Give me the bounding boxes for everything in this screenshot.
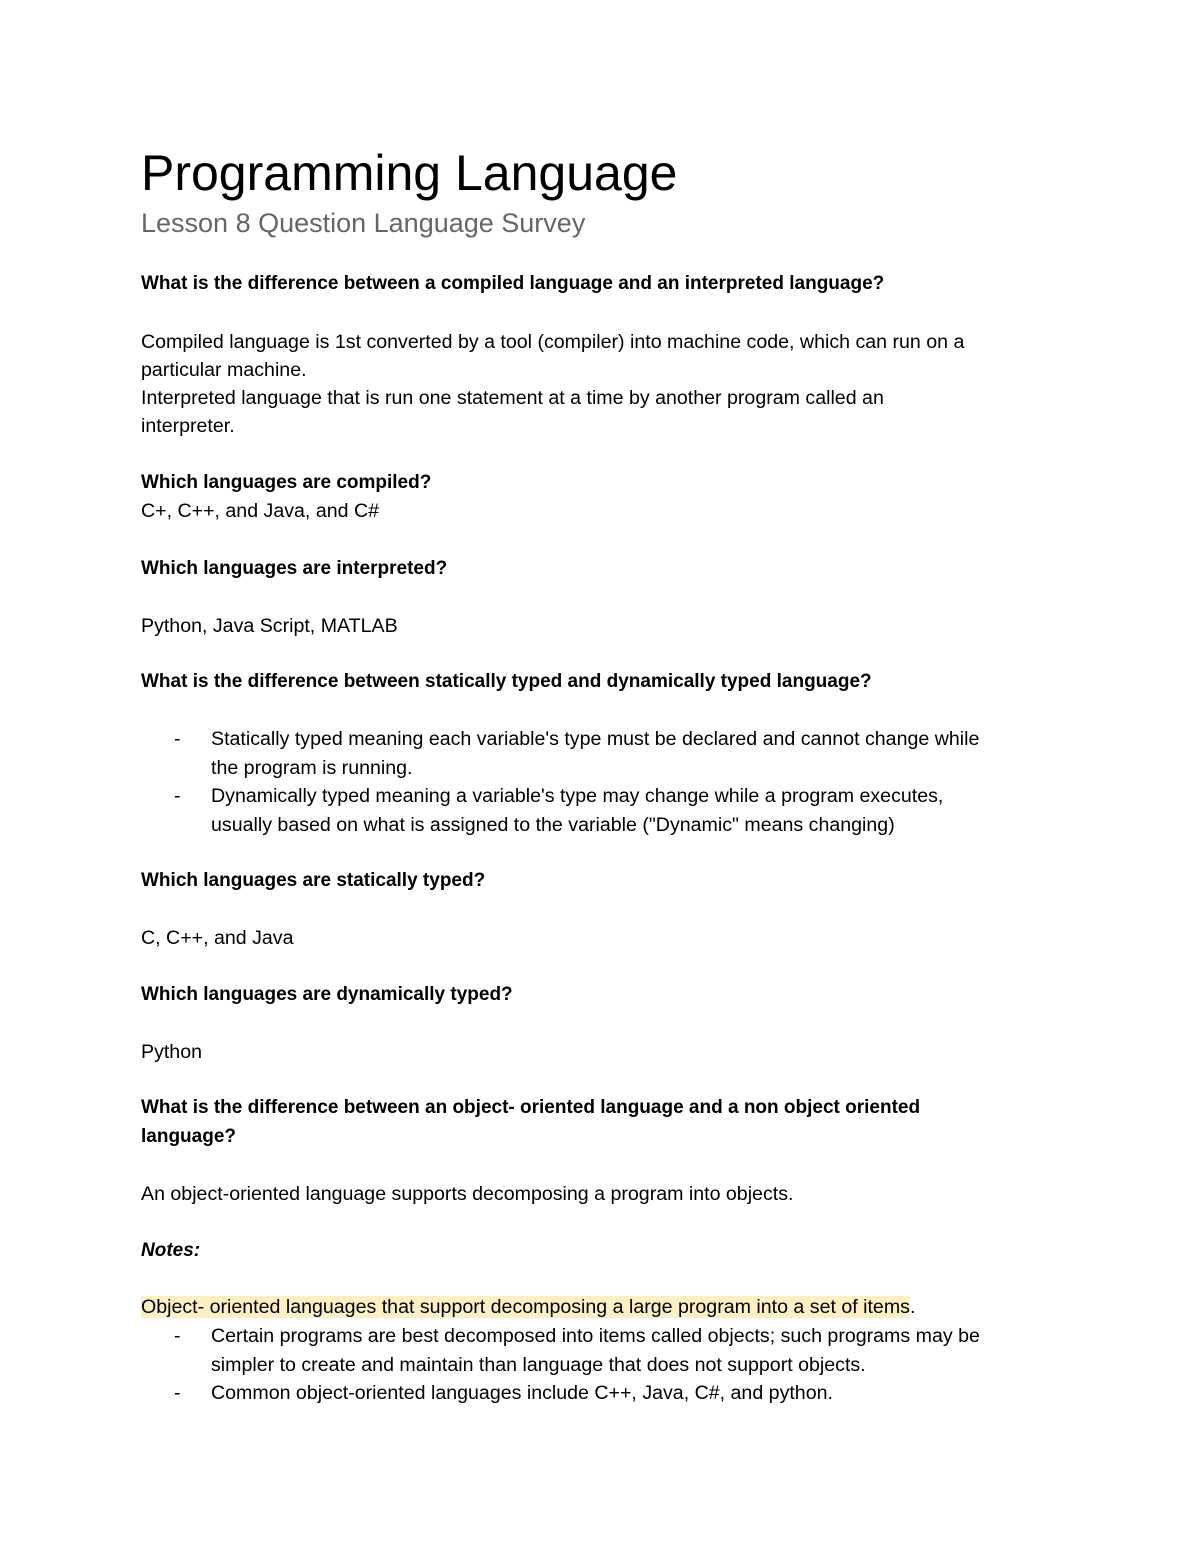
bullet-line: the program is running. — [211, 757, 413, 779]
bullet-line: usually based on what is assigned to the variable ("Dynamic" means changing) — [211, 814, 895, 836]
highlighted-text: Object- oriented languages that support decomposing a large program into a set of items — [141, 1296, 910, 1318]
bullet-line: Statically typed meaning each variable's type must be declared and cannot change while — [211, 728, 980, 750]
answer-line: interpreter. — [141, 415, 235, 437]
question-interpreted-languages: Which languages are interpreted? — [141, 558, 448, 579]
bullet-dash: - — [174, 1325, 181, 1347]
bullet-dash: - — [174, 785, 181, 807]
question-object-oriented-cont: language? — [141, 1126, 237, 1147]
bullet-line: Common object-oriented languages include C++, Java, C#, and python. — [211, 1382, 833, 1404]
question-compiled-languages: Which languages are compiled? — [141, 472, 432, 493]
answer-line: particular machine. — [141, 359, 307, 381]
period: . — [909, 1296, 916, 1318]
answer-line: Interpreted language that is run one statement at a time by another program called an — [141, 387, 884, 409]
answer-line: Python — [141, 1041, 203, 1063]
bullet-line: Dynamically typed meaning a variable's type may change while a program executes, — [211, 785, 944, 807]
bullet-dash: - — [174, 728, 181, 750]
answer-line: An object-oriented language supports decomposing a program into objects. — [141, 1183, 794, 1205]
bullet-dash: - — [174, 1382, 181, 1404]
answer-line: C, C++, and Java — [141, 927, 294, 949]
question-static-vs-dynamic: What is the difference between statically typed and dynamically typed language? — [141, 671, 872, 692]
bullet-line: Certain programs are best decomposed into items called objects; such programs may be — [211, 1325, 980, 1347]
question-compiled-vs-interpreted: What is the difference between a compiled language and an interpreted language? — [141, 273, 885, 294]
bullet-line: simpler to create and maintain than language that does not support objects. — [211, 1354, 866, 1376]
question-statically-typed-languages: Which languages are statically typed? — [141, 870, 486, 891]
question-dynamically-typed-languages: Which languages are dynamically typed? — [141, 984, 513, 1005]
document-title: Programming Language — [141, 145, 678, 201]
document-subtitle: Lesson 8 Question Language Survey — [141, 208, 586, 238]
notes-highlight-line — [141, 1293, 915, 1321]
answer-line: Python, Java Script, MATLAB — [141, 615, 398, 637]
notes-label: Notes: — [141, 1240, 201, 1261]
answer-line: Compiled language is 1st converted by a tool (compiler) into machine code, which can run on a — [141, 331, 965, 353]
question-object-oriented: What is the difference between an object- oriented language and a non object oriented — [141, 1097, 921, 1118]
answer-line: C+, C++, and Java, and C# — [141, 500, 379, 522]
